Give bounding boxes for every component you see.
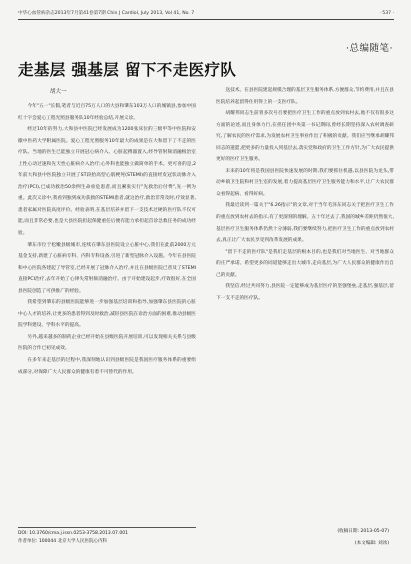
paragraph: 在多年来走基层的过程中,我深刻地认识到县级医院是我国医疗服务体系的重要组成部分,对保障广大人民群众的健康有着不可替代的作用。 — [18, 358, 196, 375]
paragraph: 我最近读到一篇关于"6.26指示"的文章,对于当年毛泽东同志关于把医疗卫生工作的重点放到农村去的指示,有了更深刻的理解。五十年过去了,我国的城乡差距仍然很大,基层医疗卫生服务体系仍然十分薄弱,我们要继续努力,把医疗卫生工作的重点放到农村去,真正让广大农民享受到改革发展的成果。 — [216, 203, 394, 244]
paragraph: 经过10年的努力,大和县中医院已经发展成为1200张床位的三级甲等中医院和安徽中医药大学附属医院。爱心工程光照服务10年最大的成果是在大和留下了不走的医疗队。当地的医生已能独立开展冠心病介入、心脏起搏器置入,经导管射频消融根治室上性心动过速和先天性心脏病介入治疗;心外科也能独立做简单的手术。更可喜的是,2年前大和县中医院独立开展了ST段抬高型心肌梗死(STEMI)的直接经皮冠状动脉介入治疗(PCI),已成功救治50余例生命垂危患者,而且紧张实行"先救治后付费",先一例为重。此次义诊中,我看到独到成功获救的STEMI患者,就这治疗,救治非常及时,疗效显著,患者家属对医院高度评价。经验表明,在基层培养并留下一支技术过硬的医疗队不仅可能,而且非常必要,也是大县医院担起保健重任后便有能力承担起首诊急救任务的成功经验。 — [18, 127, 196, 237]
doi-line: DOI: 10.3760/cma.j.issn.0253-3758.2013.07.001 — [18, 531, 128, 536]
author-affiliation: 作者单位: 100044 北京大学人民医院心内科 — [18, 539, 108, 544]
paragraph: 另外,越来越多的制药企业已经开始在县级医院开展培训,可以发现相关关系与县级医院的合作已初见成效。 — [18, 334, 196, 352]
editorial-info — [337, 526, 389, 550]
paragraph: 送技术。在县医院建起规模合理的基层卫生服务体系,方便群众,节约费用,并且在县医院培养起留得住用得上的一支医疗队。 — [216, 88, 394, 105]
footnote — [18, 527, 196, 546]
running-header — [18, 9, 394, 20]
author-name: 胡大一 — [50, 89, 67, 95]
section-label: ·总编随笔· — [345, 43, 393, 54]
paragraph: 我坚信,经过共同努力,县医院一定能够成为基层医疗的坚强堡垒,走基层,强基层,留下一支不走的医疗队。 — [216, 284, 394, 301]
paragraph: "留下不走的医疗队"是我们走基层的根本目的,也是我们对当地医生、对当地群众的庄严承诺。希望更多的同道能够走出大城市,走向基层,为广大人民群众的健康作出自己的贡献。 — [216, 249, 394, 278]
paragraph: 肇东市位于松嫩县级城市,连续在肇东县医院设立心脏中心,我们在此前2000万元基金支持,新建了心脏病专科、内科专科设备,引进了新型冠脉介入设施。今年在县医院和中心医院各建起了导管室,已经开展了冠脉介入治疗,并且在县级医院已普及了STEMI直接PCI治疗,去年开始了心律失常射频消融治疗。由于开始建设起步,疗效很好,在全国县医院创造了可供推广的经验。 — [18, 242, 196, 294]
page-number: · 537 · — [379, 11, 394, 16]
received-date: (收稿日期: 2013-05-07) — [337, 529, 389, 534]
paragraph: 我希望到肇东的县级医院能够进一步加强基层培训和指导,加强肇东县医院的心脏中心人才的培养,让更多的患者得到及时救治,减轻县医院在诊治方面的困难,推动县级医院学科建设、学科水平的提高。 — [18, 300, 196, 329]
left-column — [18, 101, 196, 378]
journal-citation: 中华心血管病杂志2013年7月第41卷第7期 Chin J Cardiol, July 2013, Vol 41, No. 7 — [18, 11, 195, 16]
paragraph: 未来的10年将是我国县医院快速发展的时期,我们要抓住机遇,以县医院为龙头,带动乡镇卫生院和村卫生室的发展,着力提高基层医疗卫生服务能力和水平,让广大农民群众看得起病、看得好病。 — [216, 168, 394, 197]
paragraph: 胡耀邦同志生前曾多次号召要把医疗卫生工作的重点放到农村去,他不仅有很多这方面的论述,而且身体力行,在担任团中央第一书记期间,曾经长期坚持深入农村调查研究,了解农民的医疗需求,为发展农村卫生事业作出了积极的贡献。我们应当继承胡耀邦同志的遗愿,把更多的力量投入到基层去,落实党和政府的卫生工作方针,为广大农民提供更好的医疗卫生服务。 — [216, 111, 394, 163]
editor-name: (本文编辑: 刘冰) — [354, 541, 389, 546]
article-title: 走基层 强基层 留下不走医疗队 — [18, 60, 237, 79]
paragraph: 今年"五一"长假,笔者与近百75万人口的大县和肇东103万人口的城镇县,参加中国红十字会爱心工程光照县服务队10年经验总结,开展义诊。 — [18, 104, 196, 121]
right-column — [216, 85, 394, 304]
